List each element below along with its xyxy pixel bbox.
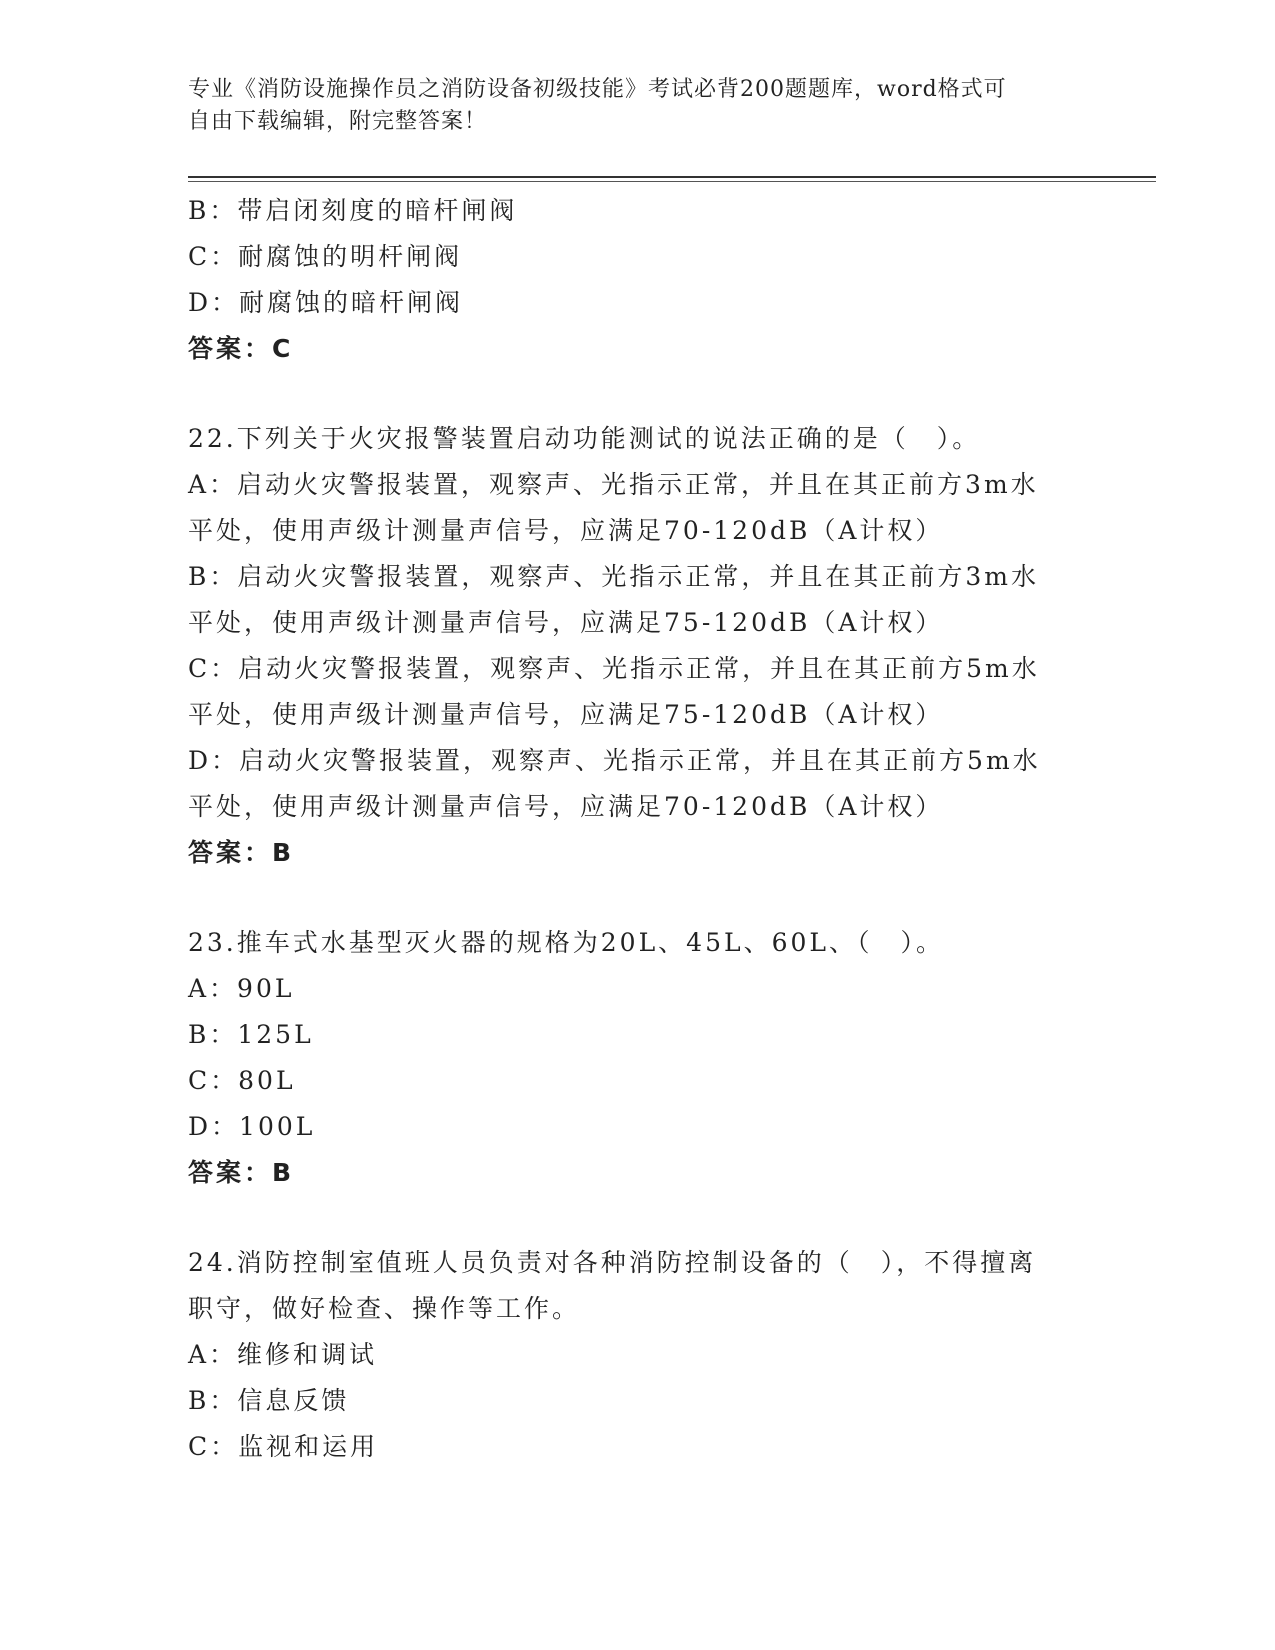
question-24 [188,1240,1088,1470]
spacer [188,1196,1088,1240]
header-line-2: 自由下载编辑，附完整答案！ [188,109,488,134]
q23-option-c: C：80L [188,1066,296,1095]
header-rule-thin [188,181,1156,182]
q23-answer: 答案：B [188,1158,295,1187]
q22-option-d-line-2: 平处，使用声级计测量声信号，应满足70-120dB（A计权） [188,792,944,821]
q21-option-c: C：耐腐蚀的明杆闸阀 [188,242,463,271]
q24-stem-line-2: 职守，做好检查、操作等工作。 [188,1294,581,1323]
header-rule-thick [188,176,1156,178]
q22-option-b-line-1: B：启动火灾警报装置，观察声、光指示正常，并且在其正前方3m水 [188,562,1039,591]
q22-option-c-line-2: 平处，使用声级计测量声信号，应满足75-120dB（A计权） [188,700,944,729]
q22-option-a-line-1: A：启动火灾警报装置，观察声、光指示正常，并且在其正前方3m水 [188,470,1039,499]
q22-option-d-line-1: D：启动火灾警报装置，观察声、光指示正常，并且在其正前方5m水 [188,746,1041,775]
spacer [188,372,1088,416]
q23-option-d: D：100L [188,1112,316,1141]
q22-answer: 答案：B [188,838,295,867]
q24-option-b: B：信息反馈 [188,1386,350,1415]
q22-option-a-line-2: 平处，使用声级计测量声信号，应满足70-120dB（A计权） [188,516,944,545]
question-content [188,188,1088,1470]
question-23 [188,920,1088,1196]
document-header [188,74,1068,138]
q22-stem: 22.下列关于火灾报警装置启动功能测试的说法正确的是（ ）。 [188,424,981,453]
q21-option-d: D：耐腐蚀的暗杆闸阀 [188,288,464,317]
spacer [188,876,1088,920]
q23-stem: 23.推车式水基型灭火器的规格为20L、45L、60L、（ ）。 [188,928,944,957]
q21-option-b: B：带启闭刻度的暗杆闸阀 [188,196,518,225]
question-22 [188,416,1088,876]
q21-answer: 答案：C [188,334,294,363]
q24-stem-line-1: 24.消防控制室值班人员负责对各种消防控制设备的（ ），不得擅离 [188,1248,1037,1277]
q24-option-c: C：监视和运用 [188,1432,379,1461]
q22-option-b-line-2: 平处，使用声级计测量声信号，应满足75-120dB（A计权） [188,608,944,637]
q23-option-a: A：90L [188,974,295,1003]
q24-option-a: A：维修和调试 [188,1340,378,1369]
q23-option-b: B：125L [188,1020,314,1049]
question-21-tail [188,188,1088,372]
q22-option-c-line-1: C：启动火灾警报装置，观察声、光指示正常，并且在其正前方5m水 [188,654,1040,683]
header-line-1: 专业《消防设施操作员之消防设备初级技能》考试必背200题题库，word格式可 [188,77,1007,102]
